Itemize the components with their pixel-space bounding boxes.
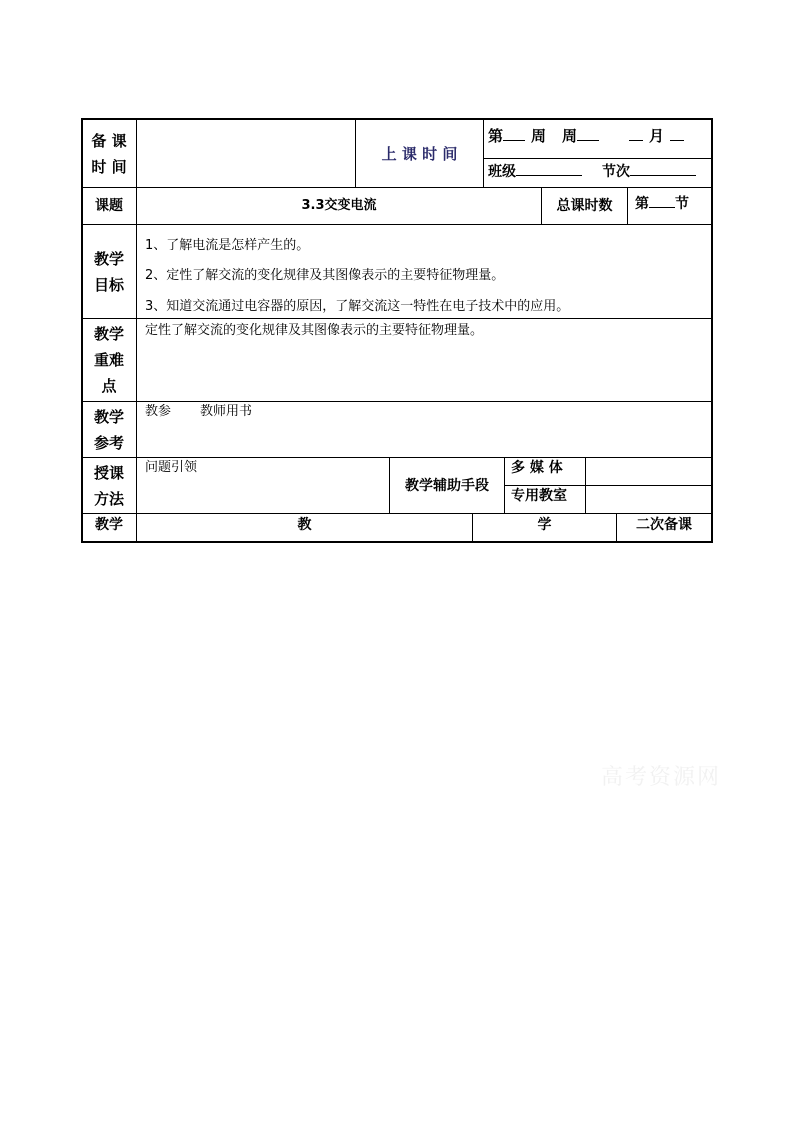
second-prep-header: 二次备课: [636, 517, 692, 533]
month-yue-text: 月: [649, 127, 665, 145]
teaching-header: 教: [297, 517, 312, 533]
method-value: 问题引领: [145, 460, 198, 475]
row-divider: [81, 224, 713, 225]
watermark: 高考资源网: [601, 765, 722, 790]
day-blank[interactable]: [670, 126, 684, 141]
reference-value-2: 教师用书: [200, 404, 253, 419]
section-field[interactable]: [635, 193, 711, 215]
topic-value: 3.3交变电流: [301, 198, 377, 213]
col-divider: [627, 187, 628, 225]
period-label: 节次: [602, 164, 630, 180]
week-zhou-text: 周: [531, 127, 547, 145]
objectives-label: 教学 目标: [93, 249, 124, 294]
week-number-blank[interactable]: [503, 126, 525, 141]
key-points-label: 教学 重难 点: [93, 325, 124, 395]
weekday-blank[interactable]: [577, 126, 599, 141]
week-di-text: 第: [488, 127, 504, 145]
method-label: 授课 方法: [93, 463, 124, 508]
prep-time-value[interactable]: [137, 120, 355, 187]
table-border-bottom: [81, 541, 713, 543]
row-divider-partial: [483, 158, 712, 159]
section-jie-text: 节: [675, 196, 689, 212]
aux-means-label: 教学辅助手段: [405, 477, 489, 494]
objective-item: 3、知道交流通过电容器的原因，了解交流这一特性在电子技术中的应用。: [145, 299, 570, 314]
topic-label: 课题: [95, 198, 123, 214]
row-divider: [81, 401, 713, 402]
class-label: 班级: [488, 164, 516, 180]
row-divider: [81, 318, 713, 319]
class-blank[interactable]: [516, 161, 582, 176]
section-blank[interactable]: [649, 193, 675, 208]
objective-item: 1、了解电流是怎样产生的。: [145, 238, 310, 253]
classroom-label: 专用教室: [511, 488, 567, 504]
objective-item: 2、定性了解交流的变化规律及其图像表示的主要特征物理量。: [145, 268, 505, 283]
classroom-value[interactable]: [586, 486, 711, 513]
section-di-text: 第: [635, 196, 649, 212]
reference-value-1: 教参: [145, 404, 172, 419]
reference-label: 教学 参考: [93, 407, 124, 452]
month-blank[interactable]: [629, 126, 643, 141]
period-blank[interactable]: [630, 161, 696, 176]
total-hours-label: 总课时数: [556, 198, 613, 214]
key-points-value: 定性了解交流的变化规律及其图像表示的主要特征物理量。: [145, 323, 484, 338]
weekday-zhou-text: 周: [562, 127, 578, 145]
multimedia-label: 多 媒 体: [511, 460, 563, 476]
table-border-right: [711, 118, 713, 543]
col-divider: [504, 457, 505, 514]
week-date-field[interactable]: [488, 126, 710, 148]
process-label: 教学: [95, 517, 123, 533]
multimedia-value[interactable]: [586, 458, 711, 485]
learning-header: 学: [537, 517, 552, 533]
class-period-field[interactable]: [488, 161, 710, 183]
class-time-label: 上 课 时 间: [381, 144, 458, 163]
prep-time-label: 备 课 时 间: [91, 131, 127, 176]
col-divider: [483, 118, 484, 188]
